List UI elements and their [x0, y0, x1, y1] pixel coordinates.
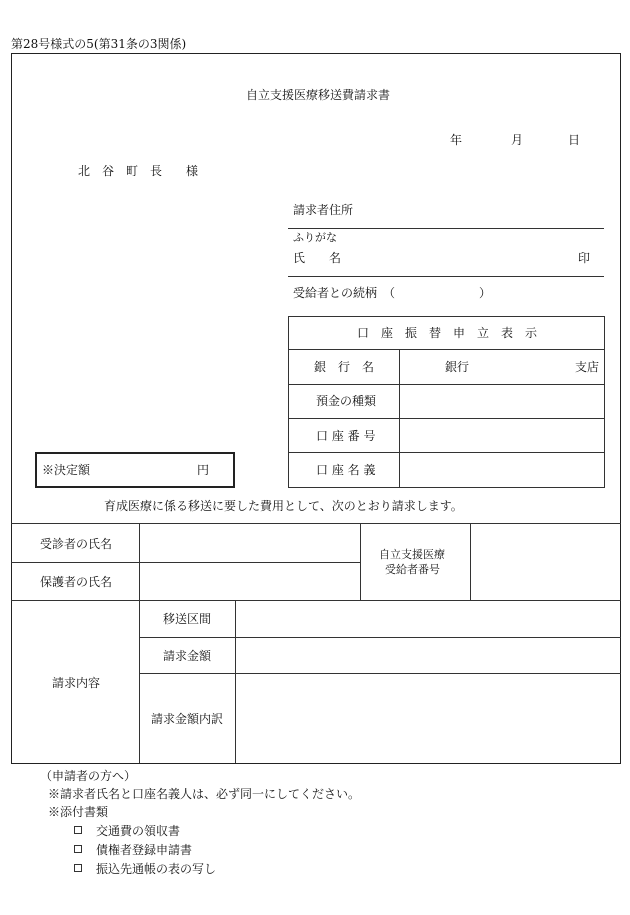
- claim-amount-label: 請求金額: [163, 649, 212, 663]
- recipient-number-field[interactable]: [471, 524, 620, 599]
- attachment-item-3: 振込先通帳の表の写し: [96, 862, 217, 876]
- recipient-number-label-line2: 受給者番号: [385, 563, 440, 576]
- addressee: 北 谷 町 長 様: [78, 164, 199, 178]
- name-underline[interactable]: [288, 276, 604, 277]
- transport-section-label: 移送区間: [163, 612, 212, 626]
- attachment-checkbox-1[interactable]: [74, 826, 82, 834]
- seal-label: 印: [578, 251, 591, 265]
- furigana-label: ふりがな: [293, 231, 337, 244]
- form-title: 自立支援医療移送費請求書: [246, 88, 391, 102]
- patient-name-field[interactable]: [140, 524, 359, 561]
- decision-amount-unit: 円: [197, 463, 210, 477]
- claim-breakdown-label: 請求金額内訳: [151, 712, 224, 726]
- claim-amount-field[interactable]: [236, 638, 620, 672]
- account-holder-label: 口 座 名 義: [316, 463, 376, 477]
- applicant-name-label: 氏 名: [293, 251, 342, 265]
- attachment-item-2: 債権者登録申請書: [96, 843, 193, 857]
- bank-divider-2: [288, 384, 605, 385]
- deposit-type-label: 預金の種類: [316, 394, 377, 408]
- claim-content-label: 請求内容: [52, 676, 101, 690]
- date-day-field[interactable]: 日: [568, 133, 581, 147]
- guardian-name-label: 保護者の氏名: [40, 575, 113, 589]
- recipient-number-label-line1: 自立支援医療: [379, 548, 445, 561]
- notes-heading: （申請者の方へ）: [40, 769, 137, 783]
- date-year-field[interactable]: 年: [450, 133, 463, 147]
- decision-amount-label: ※決定額: [42, 463, 91, 477]
- guardian-name-field[interactable]: [140, 563, 359, 599]
- bank-col-divider: [399, 349, 400, 488]
- patient-name-label: 受診者の氏名: [40, 537, 113, 551]
- branch-name-field[interactable]: 支店: [575, 360, 600, 374]
- bank-name-label: 銀 行 名: [314, 360, 375, 374]
- attachment-checkbox-2[interactable]: [74, 845, 82, 853]
- applicant-address-label: 請求者住所: [293, 203, 354, 217]
- bank-table-header: 口 座 振 替 申 立 表 示: [357, 326, 538, 340]
- bank-divider-4: [288, 452, 605, 453]
- date-month-field[interactable]: 月: [511, 133, 524, 147]
- account-number-label: 口 座 番 号: [316, 429, 376, 443]
- notes-line-1: ※請求者氏名と口座名義人は、必ず同一にしてください。: [48, 787, 361, 801]
- bank-name-field[interactable]: 銀行: [445, 360, 470, 374]
- bank-divider-3: [288, 418, 605, 419]
- attachments-heading: ※添付書類: [48, 805, 109, 819]
- form-number: 第28号様式の5(第31条の3関係): [11, 37, 187, 51]
- relation-label: 受給者との続柄 （ ）: [293, 286, 492, 300]
- address-underline[interactable]: [288, 228, 604, 229]
- attachment-checkbox-3[interactable]: [74, 864, 82, 872]
- transport-section-field[interactable]: [236, 601, 620, 636]
- bank-divider-1: [288, 349, 605, 350]
- request-statement: 育成医療に係る移送に要した費用として、次のとおり請求します。: [104, 499, 463, 513]
- recipient-label-left: [360, 523, 361, 600]
- claim-breakdown-field[interactable]: [236, 674, 620, 762]
- attachment-item-1: 交通費の領収書: [96, 824, 181, 838]
